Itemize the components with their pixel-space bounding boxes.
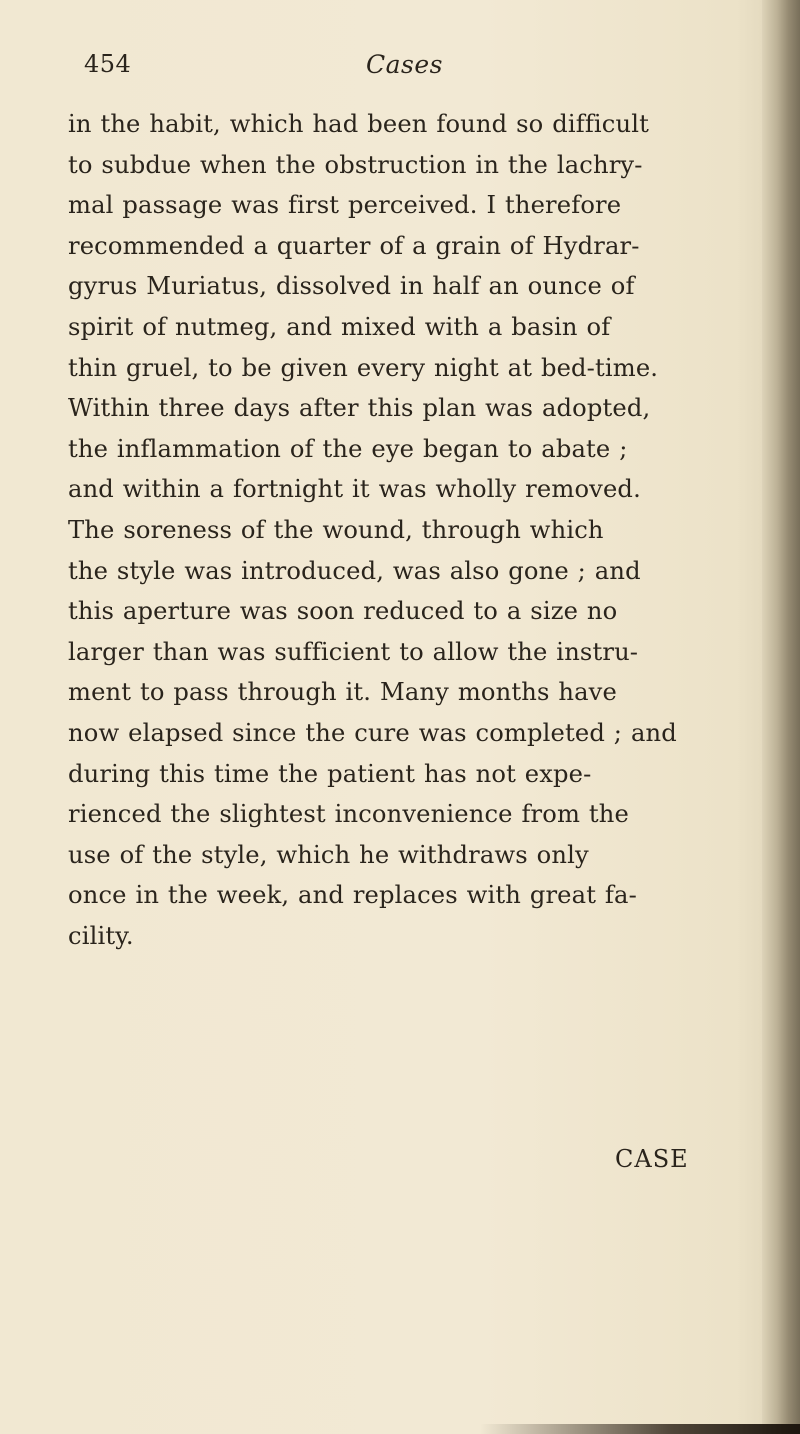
page-bottom-shadow xyxy=(480,1424,800,1434)
text-line: during this time the patient has not expe- xyxy=(68,759,592,788)
text-line: ment to pass through it. Many months have xyxy=(68,678,617,707)
text-line: larger than was sufficient to allow the instru- xyxy=(68,637,639,666)
text-line: rienced the slightest inconvenience from the xyxy=(68,800,629,829)
text-line: the inflammation of the eye began to abate ; xyxy=(68,434,628,463)
text-line: use of the style, which he withdraws only xyxy=(68,840,589,869)
text-line: once in the week, and replaces with great fa- xyxy=(68,881,637,910)
text-line: the style was introduced, was also gone ; and xyxy=(68,556,641,585)
text-line: and within a fortnight it was wholly removed. xyxy=(68,475,641,504)
text-line: in the habit, which had been found so difficult xyxy=(68,110,649,138)
page-header xyxy=(84,50,724,90)
text-line: gyrus Muriatus, dissolved in half an ounce of xyxy=(68,272,635,301)
text-line: now elapsed since the cure was completed ; and xyxy=(68,718,677,747)
catchword: CASE xyxy=(615,1145,689,1173)
text-line: The soreness of the wound, through which xyxy=(68,515,604,544)
text-line: spirit of nutmeg, and mixed with a basin of xyxy=(68,312,611,341)
page-edge-shadow xyxy=(762,0,800,1434)
body-text xyxy=(68,104,718,956)
text-line: recommended a quarter of a grain of Hydrar- xyxy=(68,231,640,260)
running-head: Cases xyxy=(366,50,443,79)
text-line: Within three days after this plan was adopted, xyxy=(68,394,651,423)
page-number: 454 xyxy=(84,50,132,78)
text-line: cility. xyxy=(68,921,134,950)
text-line: this aperture was soon reduced to a size no xyxy=(68,597,618,626)
text-line: mal passage was first perceived. I therefore xyxy=(68,191,622,220)
text-line: thin gruel, to be given every night at bed-time. xyxy=(68,353,659,382)
text-line: to subdue when the obstruction in the lachry- xyxy=(68,150,643,179)
